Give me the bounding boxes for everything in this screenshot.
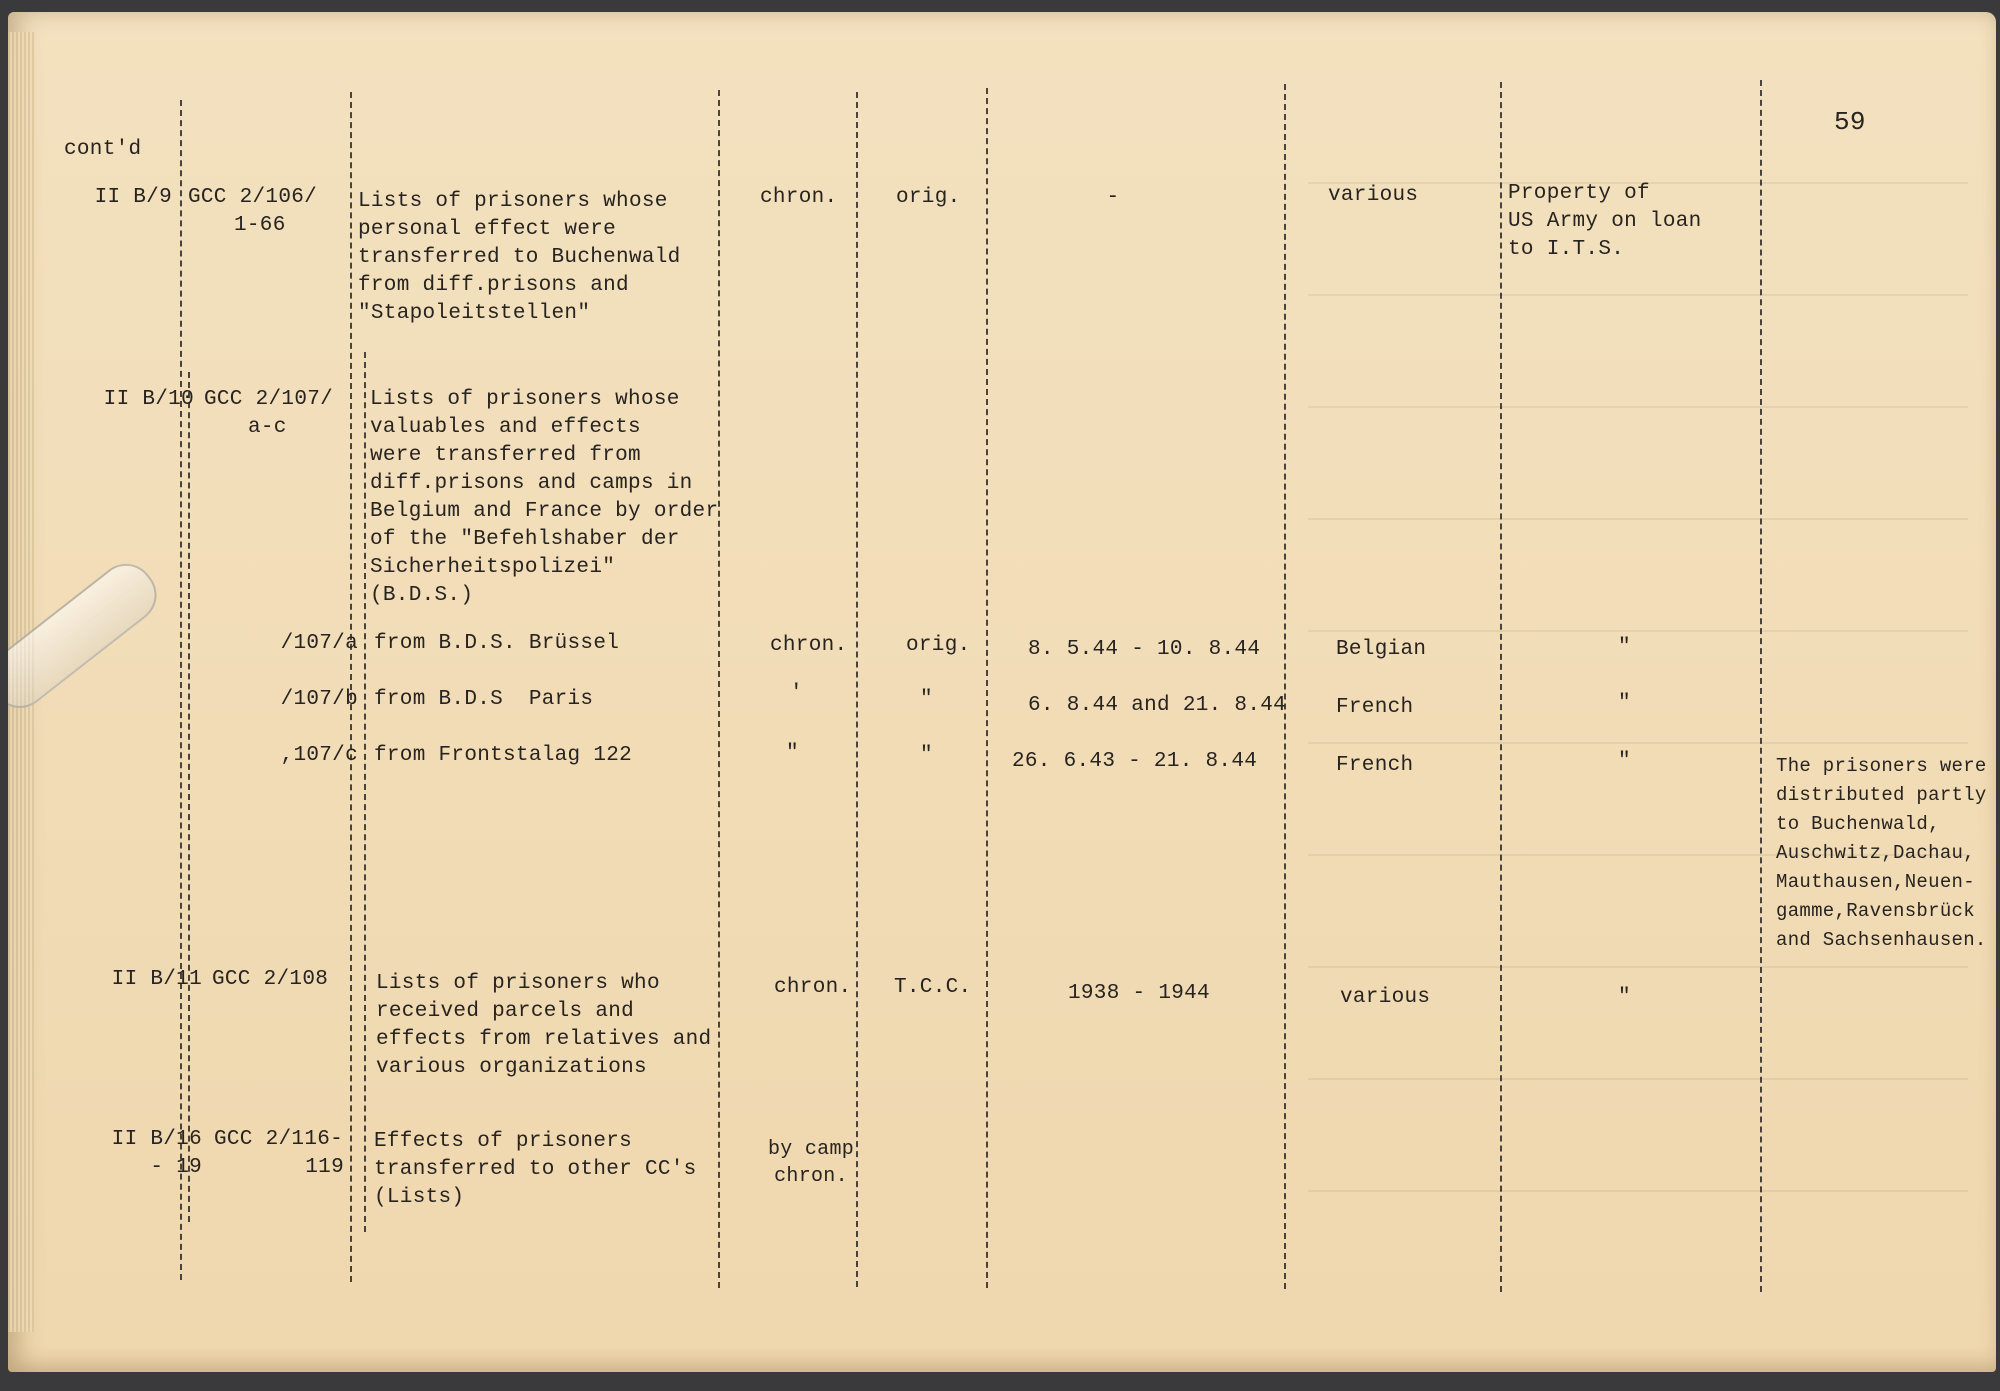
signature: GCC 2/108 xyxy=(212,968,329,991)
document-type: " xyxy=(920,744,933,767)
reference-number: II B/11 xyxy=(111,968,202,991)
signature: ,107/c xyxy=(280,744,358,767)
date-range: - xyxy=(1106,186,1120,209)
signature-continuation: a-c xyxy=(248,416,287,439)
nationality: Belgian xyxy=(1336,638,1427,661)
column-divider xyxy=(364,352,366,1232)
date-range: 26. 6.43 - 21. 8.44 xyxy=(1012,750,1258,773)
nationality: various xyxy=(1328,184,1419,207)
column-divider xyxy=(856,92,858,1287)
column-divider xyxy=(180,100,182,1280)
reference-number: II B/16 xyxy=(111,1128,202,1151)
column-divider xyxy=(1284,84,1286,1289)
arrangement: chron. xyxy=(774,976,852,999)
column-divider xyxy=(986,88,988,1288)
column-divider xyxy=(718,90,720,1288)
description: from Frontstalag 122 xyxy=(374,744,633,767)
arrangement: ' xyxy=(790,682,803,705)
arrangement: by camp chron. xyxy=(767,1138,855,1188)
column-divider xyxy=(188,372,190,1222)
remarks: Property of US Army on loan to I.T.S. xyxy=(1508,182,1702,261)
column-divider xyxy=(1760,80,1762,1292)
document-type: orig. xyxy=(896,186,961,209)
signature: /107/a xyxy=(280,632,358,655)
margin-note: The prisoners were distributed partly to Buchenwald, Auschwitz,Dachau, Mauthausen,Neuen- gamme,Ravensbrück and Sachsenhausen. xyxy=(1776,755,1987,951)
reference-number: II B/9 xyxy=(94,186,172,209)
document-type: " xyxy=(920,688,933,711)
reference-number-continuation: - 19 xyxy=(150,1156,202,1179)
description: from B.D.S. Brüssel xyxy=(374,632,620,655)
document-type: T.C.C. xyxy=(894,976,972,999)
nationality: French xyxy=(1336,754,1414,777)
signature-continuation: 119 xyxy=(305,1156,344,1179)
reference-number: II B/10 xyxy=(103,388,194,411)
signature-continuation: 1-66 xyxy=(234,214,286,237)
column-divider xyxy=(1500,82,1502,1292)
nationality: various xyxy=(1340,986,1431,1009)
page-number: 59 xyxy=(1834,107,1866,137)
signature: GCC 2/106/ xyxy=(188,186,318,209)
remarks: " xyxy=(1618,692,1631,715)
description: Lists of prisoners whose valuables and effects were transferred from diff.prisons and camps in Belgium and France by order of the "Befehlshaber der Sicherheitspolizei" (B.D.S.) xyxy=(370,388,719,607)
date-range: 6. 8.44 and 21. 8.44 xyxy=(1028,694,1287,717)
date-range: 8. 5.44 - 10. 8.44 xyxy=(1028,638,1261,661)
description: from B.D.S Paris xyxy=(374,688,594,711)
signature: GCC 2/107/ xyxy=(204,388,334,411)
description: Lists of prisoners whose personal effect were transferred to Buchenwald from diff.prisons and "Stapoleitstellen" xyxy=(358,190,681,325)
signature: /107/b xyxy=(280,688,358,711)
nationality: French xyxy=(1336,696,1414,719)
document-type: orig. xyxy=(906,634,971,657)
remarks: " xyxy=(1618,986,1631,1009)
remarks: " xyxy=(1618,636,1631,659)
remarks: " xyxy=(1618,750,1631,773)
archive-ledger-page xyxy=(8,12,1996,1372)
signature: GCC 2/116- xyxy=(214,1128,344,1151)
arrangement: chron. xyxy=(770,634,848,657)
description: Effects of prisoners transferred to other CC's (Lists) xyxy=(374,1130,697,1209)
continued-label: cont'd xyxy=(64,138,142,161)
date-range: 1938 - 1944 xyxy=(1068,982,1210,1005)
description: Lists of prisoners who received parcels and effects from relatives and various organizations xyxy=(376,972,712,1079)
arrangement: " xyxy=(786,742,799,765)
arrangement: chron. xyxy=(760,186,838,209)
